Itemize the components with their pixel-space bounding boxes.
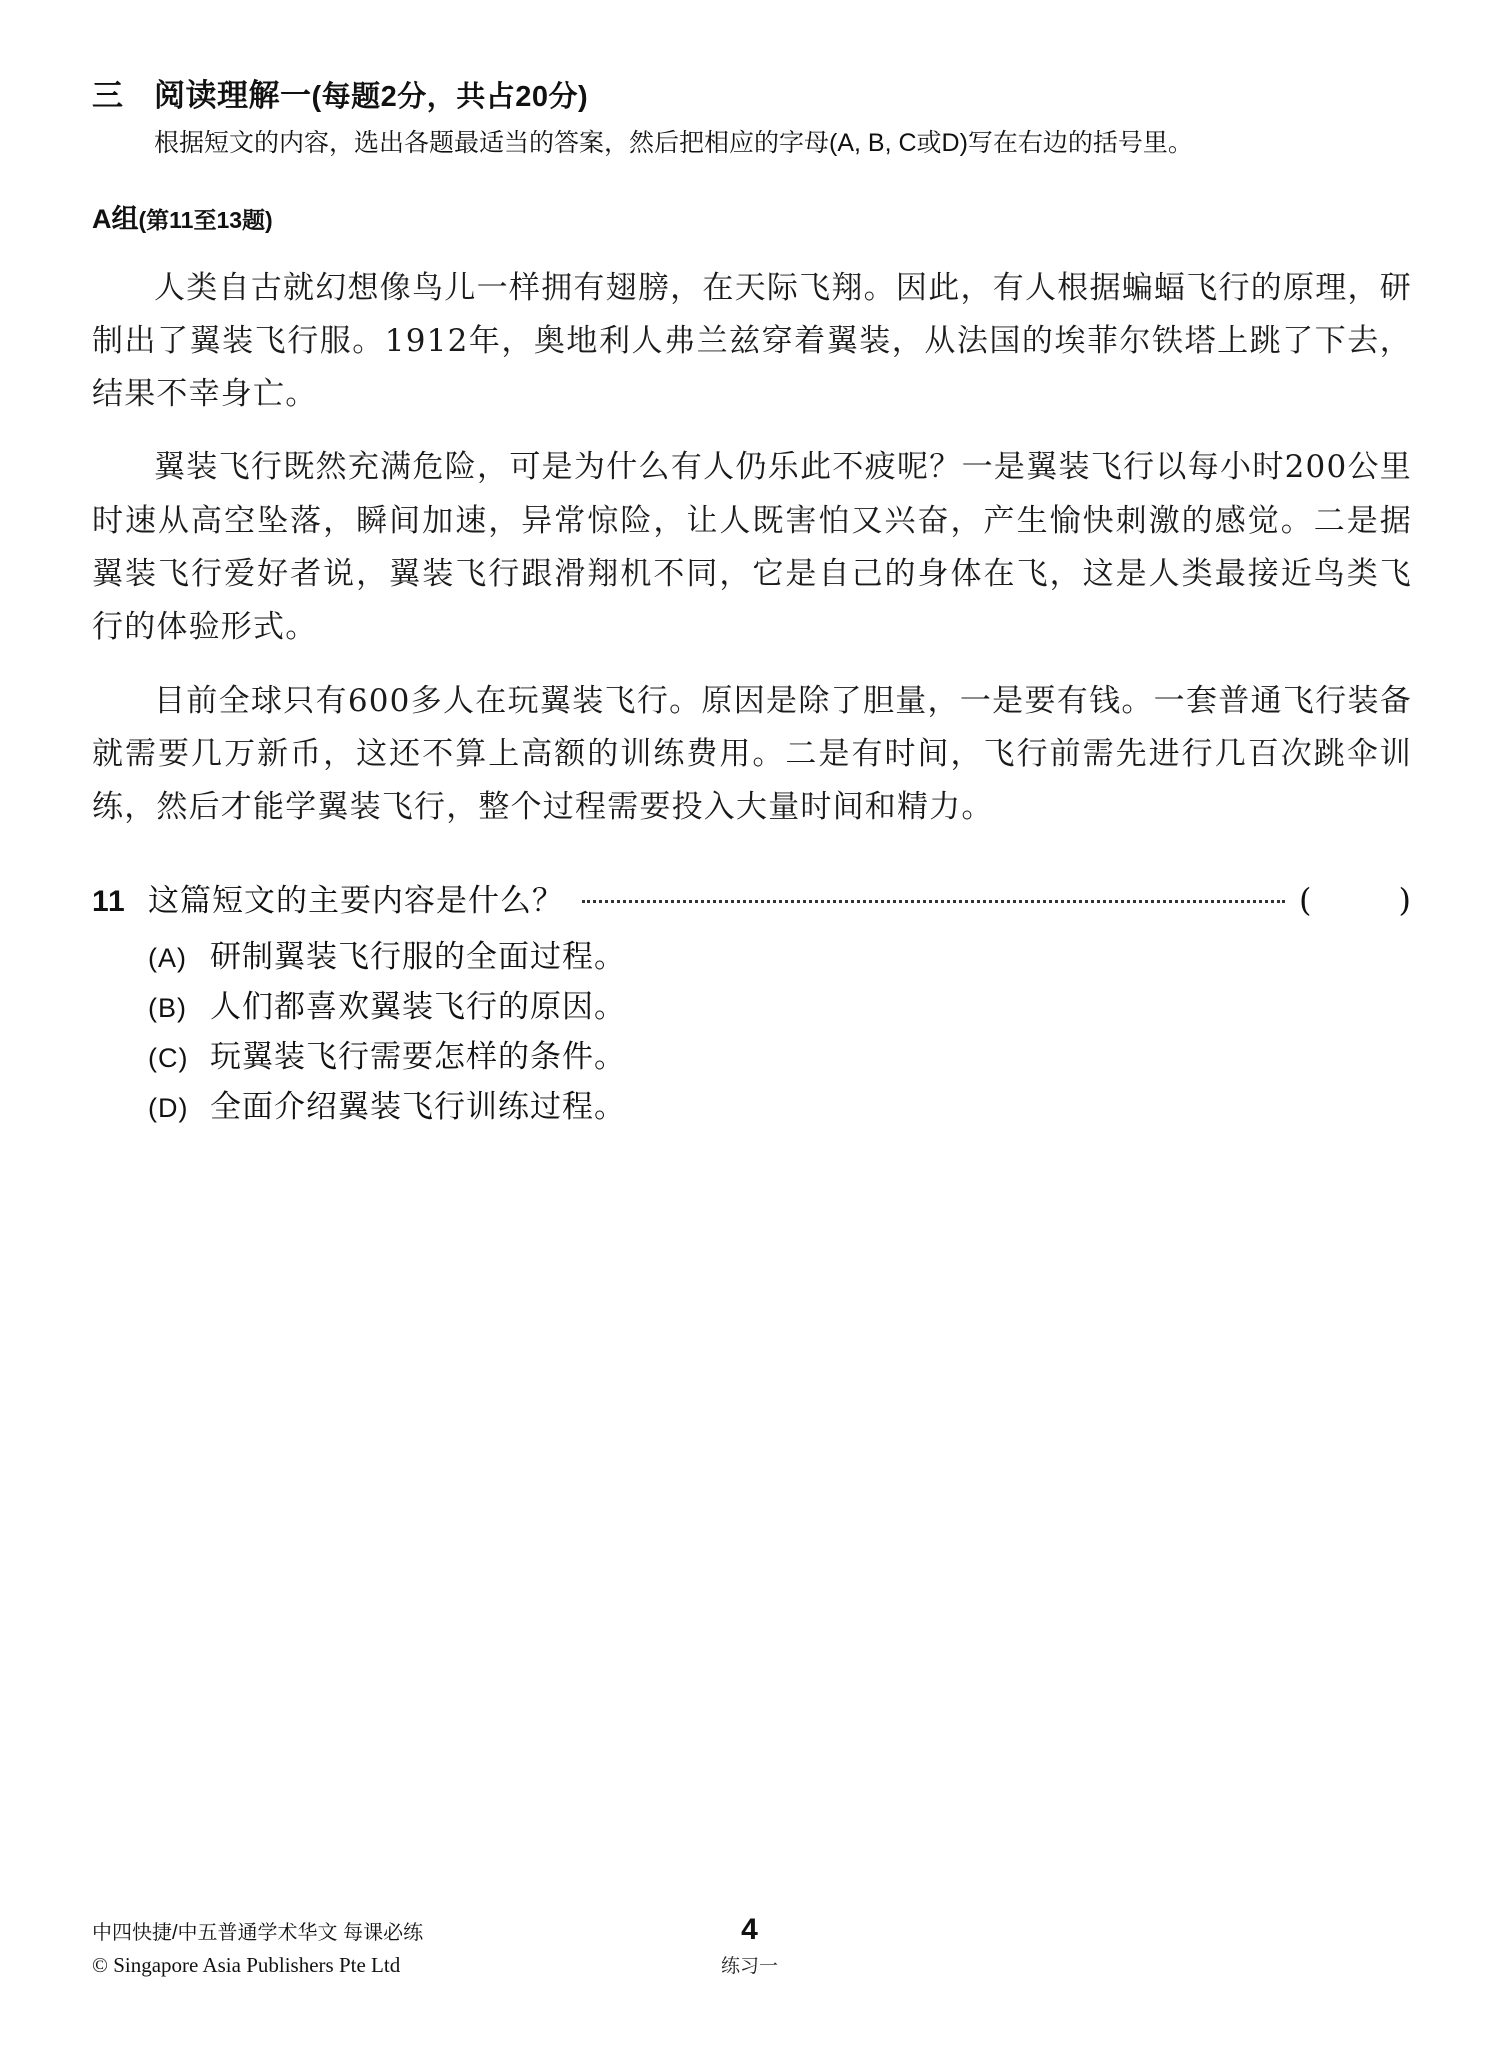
footer-book-title: 中四快捷/中五普通学术华文 每课必练: [92, 1922, 424, 1944]
option-a-text: 研制翼装飞行服的全面过程。: [210, 938, 626, 975]
question-number: 11: [92, 884, 126, 918]
footer-pagination: [92, 1913, 1407, 1978]
option-a[interactable]: [148, 932, 1412, 982]
section-marks: (每题2分，共占20分): [311, 81, 589, 113]
page-footer: [92, 1913, 1407, 1987]
option-c[interactable]: [148, 1032, 1412, 1082]
option-list: [148, 932, 1412, 1133]
question-stem: [92, 875, 1412, 920]
passage-paragraph: 人类自古就幻想像鸟儿一样拥有翅膀，在天际飞翔。因此，有人根据蝙蝠飞行的原理，研制出了翼装飞行服。1912年，奥地利人弗兰兹穿着翼装，从法国的埃菲尔铁塔上跳了下去，结果不幸身亡。: [92, 269, 1412, 413]
reading-passage: [92, 262, 1412, 835]
passage-paragraph: 目前全球只有600多人在玩翼装飞行。原因是除了胆量，一是要有钱。一套普通飞行装备就需要几万新币，这还不算上高额的训练费用。二是有时间，飞行前需先进行几百次跳伞训练，然后才能学翼装飞行，整个过程需要投入大量时间和精力。: [92, 682, 1412, 826]
question-text: 这篇短文的主要内容是什么？: [148, 882, 564, 919]
option-d-text: 全面介绍翼装飞行训练过程。: [210, 1089, 626, 1126]
answer-bracket-close: ): [1398, 880, 1412, 919]
section-heading: [92, 70, 1412, 115]
question-11: [92, 875, 1412, 1133]
passage-paragraph: 翼装飞行既然充满危险，可是为什么有人仍乐此不疲呢？一是翼装飞行以每小时200公里时速从高空坠落，瞬间加速，异常惊险，让人既害怕又兴奋，产生愉快刺激的感觉。二是据翼装飞行爱好者说，翼装飞行跟滑翔机不同，它是自己的身体在飞，这是人类最接近鸟类飞行的体验形式。: [92, 449, 1412, 646]
option-b[interactable]: [148, 982, 1412, 1032]
option-d-tag: (D): [148, 1093, 189, 1124]
option-a-tag: (A): [148, 942, 187, 973]
group-label: [92, 197, 1412, 236]
footer-copyright: © Singapore Asia Publishers Pte Ltd: [92, 1953, 401, 1977]
leader-dots: [582, 900, 1285, 903]
group-range: (第11至13题): [138, 206, 273, 233]
section-title: 阅读理解一: [154, 78, 312, 113]
page-number: 4: [741, 1913, 758, 1946]
answer-bracket-open: (: [1299, 880, 1313, 919]
section-number: 三: [92, 78, 124, 113]
option-d[interactable]: [148, 1082, 1412, 1132]
option-c-text: 玩翼装飞行需要怎样的条件。: [210, 1039, 626, 1076]
page-content: [92, 70, 1412, 1133]
option-c-tag: (C): [148, 1043, 189, 1074]
group-label-text: A组: [92, 203, 139, 234]
option-b-text: 人们都喜欢翼装飞行的原因。: [210, 988, 626, 1025]
section-instruction: 根据短文的内容，选出各题最适当的答案，然后把相应的字母(A, B, C或D)写在右边的括号里。: [154, 129, 1193, 157]
page-subtitle: 练习一: [720, 1955, 778, 1977]
option-b-tag: (B): [148, 992, 187, 1023]
